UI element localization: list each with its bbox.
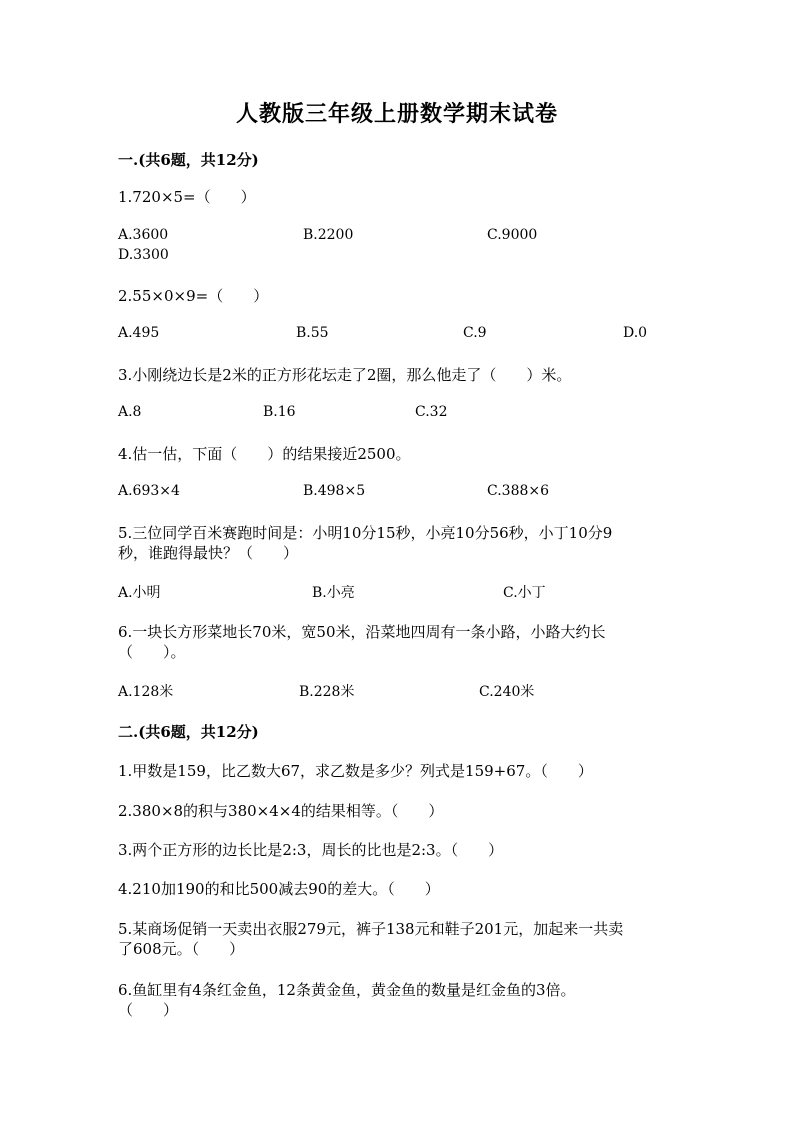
question-1-4: 4.估一估，下面（ ）的结果接近2500。 [118,445,411,463]
option-1-5-c: C.小丁 [503,585,546,601]
option-1-2-b: B.55 [296,325,329,341]
option-1-2-d: D.0 [623,325,648,341]
question-1-1: 1.720×5=（ ） [118,188,256,206]
question-1-2: 2.55×0×9=（ ） [118,287,269,305]
section-2-heading: 二.(共6题，共12分) [118,723,259,741]
question-1-5-line-2: 秒，谁跑得最快？（ ） [118,544,299,562]
question-2-5-line-2: 了608元。（ ） [118,940,245,958]
option-1-6-a: A.128米 [118,684,174,700]
option-1-2-c: C.9 [463,325,487,341]
option-1-1-c: C.9000 [487,227,538,243]
question-1-5-line-1: 5.三位同学百米赛跑时间是：小明10分15秒，小亮10分56秒，小丁10分9 [118,524,613,542]
question-2-1: 1.甲数是159，比乙数大67，求乙数是多少？列式是159+67。（ ） [118,762,593,780]
question-2-4: 4.210加190的和比500减去90的差大。（ ） [118,880,440,898]
option-1-3-b: B.16 [263,404,296,420]
option-1-5-b: B.小亮 [312,585,355,601]
option-1-1-d: D.3300 [118,247,169,263]
option-1-2-a: A.495 [118,325,160,341]
option-1-4-c: C.388×6 [487,483,550,499]
option-1-4-a: A.693×4 [118,483,180,499]
option-1-3-c: C.32 [415,404,448,420]
option-1-5-a: A.小明 [118,585,161,601]
question-2-5-line-1: 5.某商场促销一天卖出衣服279元，裤子138元和鞋子201元，加起来一共卖 [118,920,624,938]
option-1-6-b: B.228米 [299,684,355,700]
option-1-3-a: A.8 [118,404,142,420]
question-2-3: 3.两个正方形的边长比是2:3，周长的比也是2:3。（ ） [118,841,504,859]
question-1-6-line-2: （ ）。 [118,643,186,661]
option-1-1-b: B.2200 [303,227,354,243]
question-1-6-line-1: 6.一块长方形菜地长70米，宽50米，沿菜地四周有一条小路，小路大约长 [118,623,606,641]
question-1-3: 3.小刚绕边长是2米的正方形花坛走了2圈，那么他走了（ ）米。 [118,366,572,384]
question-2-6-line-1: 6.鱼缸里有4条红金鱼，12条黄金鱼，黄金鱼的数量是红金鱼的3倍。 [118,981,576,999]
option-1-1-a: A.3600 [118,227,169,243]
question-2-6-line-2: （ ） [118,1001,179,1019]
option-1-6-c: C.240米 [479,684,535,700]
question-2-2: 2.380×8的积与380×4×4的结果相等。（ ） [118,802,444,820]
option-1-4-b: B.498×5 [303,483,366,499]
page-title: 人教版三年级上册数学期末试卷 [235,101,558,127]
section-1-heading: 一.(共6题，共12分) [118,151,259,169]
